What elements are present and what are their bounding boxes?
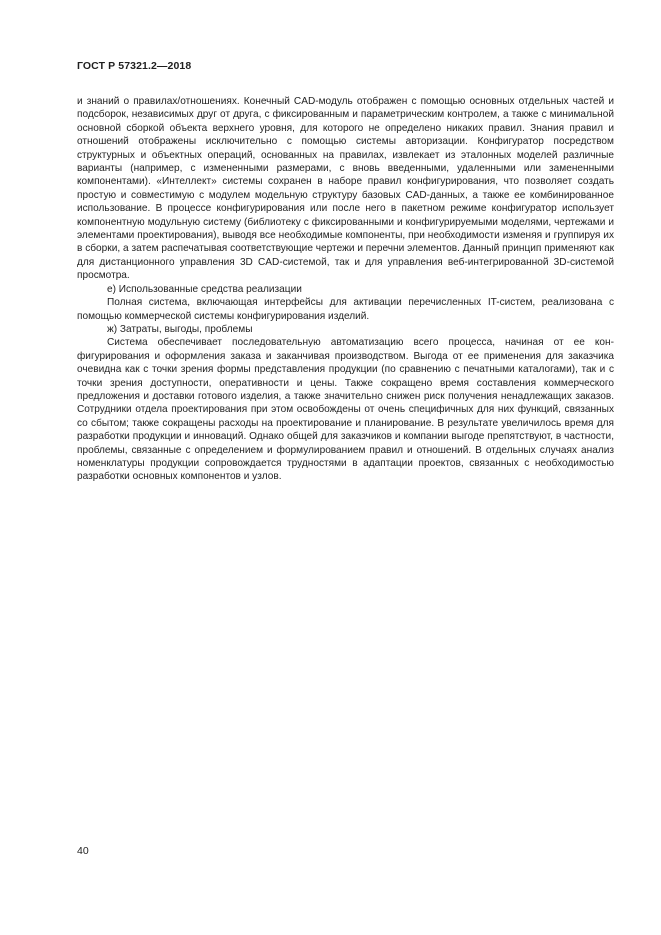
paragraph-costs-benefits: Система обеспечивает последовательную автоматизацию всего процесса, начиная от ее конфигурирования и оформления заказа и заканчивая производством. Выгода от ее применения для заказчика очевидна как с точки зрения формы представления продукции (по сравнению с печатными каталогами), так и с точки зрения доступности, оперативности и цены. Также сокращено время составления коммерческого предложения и доставки готового изделия, а также значительно снижен риск получения ненадлежащих заказов. Сотрудники отдела проектирования при этом освобождены от очень специфичных для них функций, связанных со сбытом; также сокращены расходы на проектирование и планирование. В результате увеличилось время для разработки продукции и инноваций. Однако общей для заказчиков и компании выгоде препятствуют, в частности, проблемы, связанные с определением и формулированием правил и отношений. В отдельных случаях анализ номенклатуры продукции сопровождается трудностями в адаптации проектов, связанных с необходимостью разработки основных компонентов и узлов. xyxy=(77,337,614,483)
paragraph-rules-knowledge: и знаний о правилах/отношениях. Конечный CAD-модуль отображен с помощью основных отдельных частей и подсборок, независимых друг от друга, с фиксированным и параметрическим контролем, а также с минимальной основной сборкой объекта верхнего уровня, для которого не определено никаких правил. Знания правил и отношений отображены исключительно с помощью системы авторизации. Конфигуратор посредством структурных и объектных операций, основанных на правилах, извлекает из эталонных моделей различные варианты (например, с измененными размерами, с вновь введенными, удаленными или замененными компонентами). «Интеллект» системы сохранен в наборе правил конфигурирования, что позволяет создать простую и совместимую с модулем модельную структуру базовых CAD-данных, а также ее комбинированное использование. В процессе конфигурирования или после него в пакетном режиме конфигуратор использует компонентную модульную систему (библиотеку с фиксированными и конфигурируемыми моделями, чертежами и элементами проектирования), выводя все необходимые компоненты, при необходимости изменяя и группируя их в сборки, а затем распечатывая соответствующие чертежи и перечни элементов. Данный принцип применяют как для дистанционного управления 3D CAD-системой, так и для управления веб-интегрированной 3D-системой просмотра. xyxy=(77,96,614,282)
document-header: ГОСТ Р 57321.2—2018 xyxy=(77,60,192,72)
page-number: 40 xyxy=(77,845,89,857)
paragraph-implementation: Полная система, включающая интерфейсы для активации перечисленных IT-систем, реализована с помощью коммерческой системы конфигурирования изделий. xyxy=(77,297,614,322)
document-body xyxy=(77,95,614,484)
section-heading-costs-benefits: ж) Затраты, выгоды, проблемы xyxy=(107,323,253,335)
section-heading-implementation-tools: е) Использованные средства реализации xyxy=(107,283,302,295)
